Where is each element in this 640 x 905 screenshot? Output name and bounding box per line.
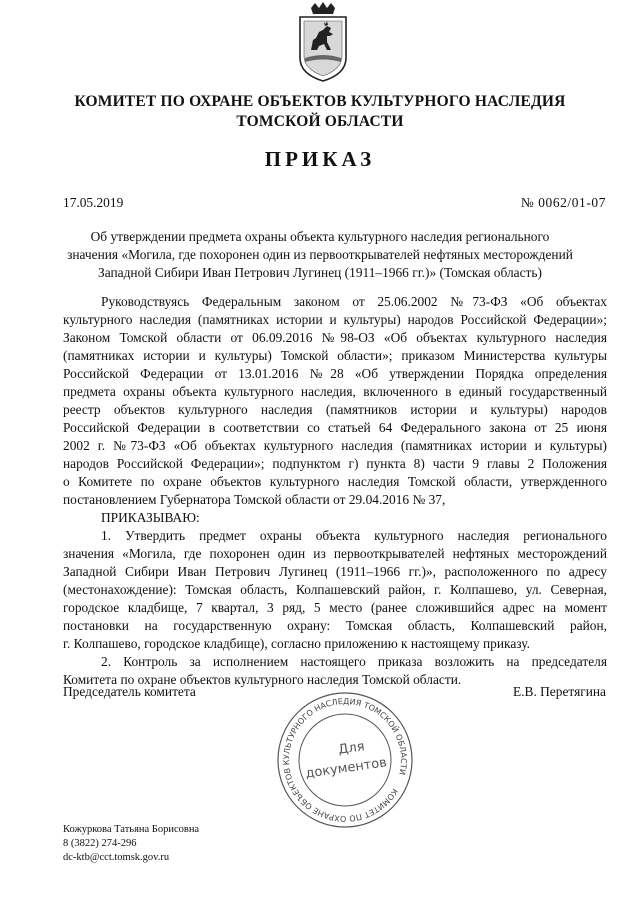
preamble-line: реестр объектов культурного наследия (памятников истории и культуры) народов: [63, 402, 607, 417]
item1-line: постановки на государственную охрану: Томская область, Колпашевский район,: [63, 618, 607, 633]
item1-line: Западной Сибири Иван Петрович Лугинец (1911–1966 гг.)», расположенного по адресу: [63, 564, 607, 579]
order-word: ПРИКАЗЫВАЮ:: [101, 510, 200, 525]
preamble-line: Российской Федерации в соответствии со статьей 64 Федерального закона от 25 июня: [63, 420, 607, 435]
preamble-line: народов Российской Федерации»; подпунктом г) пункта 8) части 9 главы 2 Положения: [63, 456, 607, 471]
item1-line: г. Колпашево, городское кладбище), согласно приложению к настоящему приказу.: [63, 636, 530, 651]
preamble-line: постановлением Губернатора Томской области от 29.04.2016 № 37,: [63, 492, 446, 507]
preamble-line: Законом Томской области от 06.09.2016 №98-ОЗ «Об объектах культурного наследия: [63, 330, 607, 345]
item1-line: 1. Утвердить предмет охраны объекта культурного наследия регионального: [101, 528, 607, 543]
stamp-center-line2: документов: [304, 755, 388, 782]
order-date: 17.05.2019: [63, 195, 124, 210]
subject-line: Об утверждении предмета охраны объекта культурного наследия регионального: [90, 229, 550, 244]
item2-line: Комитета по охране объектов культурного наследия Томской области.: [63, 672, 462, 687]
item2-line: 2. Контроль за исполнением настоящего приказа возложить на председателя: [101, 654, 607, 669]
item1-line: значения «Могила, где похоронен один из первооткрывателей нефтяных месторождений: [63, 546, 607, 561]
stamp-ring-text: КОМИТЕТ ПО ОХРАНЕ ОБЪЕКТОВ КУЛЬТУРНОГО НАСЛЕДИЯ ТОМСКОЙ ОБЛАСТИ: [281, 696, 409, 824]
preamble-line: культурного наследия (памятниках истории и культуры) народов Российской Федерации»;: [63, 312, 607, 327]
svg-text:КОМИТЕТ ПО ОХРАНЕ ОБЪЕКТОВ КУЛ: [275, 690, 415, 830]
order-number: № 0062/01-07: [520, 195, 606, 210]
executor-name: Кожуркова Татьяна Борисовна: [63, 824, 200, 835]
executor-email: dc-ktb@cct.tomsk.gov.ru: [63, 852, 170, 863]
coat-of-arms-emblem: [297, 2, 349, 82]
committee-name-line1: КОМИТЕТ ПО ОХРАНЕ ОБЪЕКТОВ КУЛЬТУРНОГО НАСЛЕДИЯ: [74, 93, 566, 110]
committee-name-line2: ТОМСКОЙ ОБЛАСТИ: [236, 113, 404, 130]
document-type-title: ПРИКАЗ: [264, 147, 376, 171]
signatory-position: Председатель комитета: [63, 684, 196, 699]
subject-line: значения «Могила, где похоронен один из первооткрывателей нефтяных месторождений: [67, 247, 573, 262]
item1-line: (местонахождение): Томская область, Колпашевский район, г. Колпашево, ул. Северная,: [63, 582, 607, 597]
preamble-line: Руководствуясь Федеральным законом от 25.06.2002 №73-ФЗ «Об объектах: [101, 294, 607, 309]
preamble-line: о Комитете по охране объектов культурного наследия Томской области, утвержденного: [63, 474, 607, 489]
item1-line: городское кладбище, 7 квартал, 3 ряд, 5 место (ранее сложившийся адрес на момент: [63, 600, 607, 615]
preamble-line: предмета охраны объекта культурного наследия, включенного в единый государственный: [63, 384, 607, 399]
preamble-line: (памятниках истории и культуры) Томской области»; приказом Министерства культуры: [63, 348, 607, 363]
executor-phone: 8 (3822) 274-296: [63, 838, 137, 849]
stamp-center-line1: Для: [337, 739, 366, 758]
preamble-line: 2002 г. №73-ФЗ «Об объектах культурного наследия (памятниках истории и культуры): [63, 438, 607, 453]
subject-line: Западной Сибири Иван Петрович Лугинец (1911–1966 гг.)» (Томская область): [98, 265, 542, 280]
official-stamp: [275, 690, 415, 830]
preamble-line: Российской Федерации от 13.01.2016 №28 «Об утверждении Порядка определения: [63, 366, 607, 381]
signatory-name: Е.В. Перетягина: [512, 684, 606, 699]
